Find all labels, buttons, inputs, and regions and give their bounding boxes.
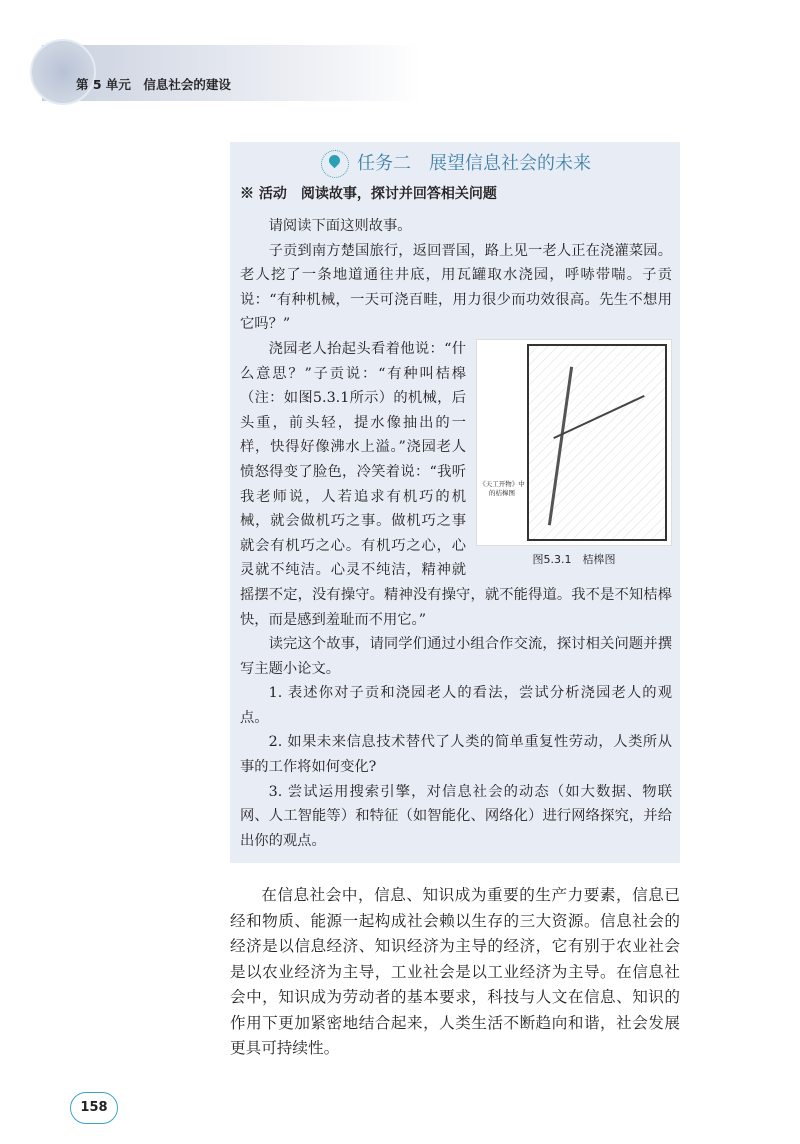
location-pin-icon	[321, 150, 349, 178]
story-paragraph: 请阅读下面这则故事。	[268, 218, 412, 234]
header-decoration	[30, 39, 96, 105]
task-title	[240, 150, 672, 178]
page-content	[80, 142, 680, 1144]
story-paragraph: 子贡到南方楚国旅行，返回晋国，路上见一老人正在浇灌菜园。老人挖了一条地道通往井底，用瓦罐取水浇园，呼哧带喘。子贡说：“有种机械，一天可浇百畦，用力很少而功效很高。先生不想用它吗？”	[240, 242, 672, 333]
task-title-text: 任务二 展望信息社会的未来	[357, 153, 591, 174]
activity-title: ※ 活动 阅读故事，探讨并回答相关问题	[240, 186, 497, 202]
page-number: 158	[70, 1092, 118, 1124]
activity-box	[230, 142, 680, 863]
story-paragraph: 读完这个故事，请同学们通过小组合作交流，探讨相关问题并撰写主题小论文。	[240, 636, 672, 677]
body-paragraph: 在信息社会中，信息、知识成为重要的生产力要素，信息已经和物质、能源一起构成社会赖以生存的三大资源。信息社会的经济是以信息经济、知识经济为主导的经济，它有别于农业社会是以农业经济为主导，工业社会是以工业经济为主导。在信息社会中，知识成为劳动者的基本要求，科技与人文在信息、知识的作用下更加紧密地结合起来，人类生活不断趋向和谐，社会发展更具可持续性。	[230, 886, 680, 1058]
figure-note: 《天工开物》中的桔槔图	[479, 479, 525, 497]
question-item: 3. 尝试运用搜索引擎，对信息社会的动态（如大数据、物联网、人工智能等）和特征（如智能化、网络化）进行网络探究，并给出你的观点。	[240, 783, 672, 849]
figure	[476, 339, 672, 568]
question-item: 1. 表述你对子贡和浇园老人的看法，尝试分析浇园老人的观点。	[240, 685, 672, 726]
unit-title: 第 5 单元 信息社会的建设	[76, 77, 231, 92]
story	[240, 214, 672, 853]
story-paragraph: 浇园老人抬起头看着他说：“什么意思？”子贡说：“有种叫桔槔（注：如图5.3.1所示）的机械，后头重，前头轻，提水像抽出的一样，快得好像沸水上溢。”浇园老人愤怒得变了脸色，冷笑着说：“我听我老师说，人若追求有机巧的机械，就会做机巧之事。做机巧之事就会有机巧之心。有机巧之心，心灵就不纯洁。心灵不纯洁，精神就摇摆不定，没有操守。精神没有操守，就不能得道。我不是不知桔槔快，而是感到羞耻而不用它。”	[240, 340, 672, 628]
question-item: 2. 如果未来信息技术替代了人类的简单重复性劳动，人类所从事的工作将如何变化?	[240, 734, 672, 776]
figure-caption: 图5.3.1 桔槔图	[532, 552, 616, 566]
jiegao-illustration	[476, 339, 672, 546]
woodcut-image	[527, 344, 667, 541]
unit-header	[42, 45, 422, 101]
